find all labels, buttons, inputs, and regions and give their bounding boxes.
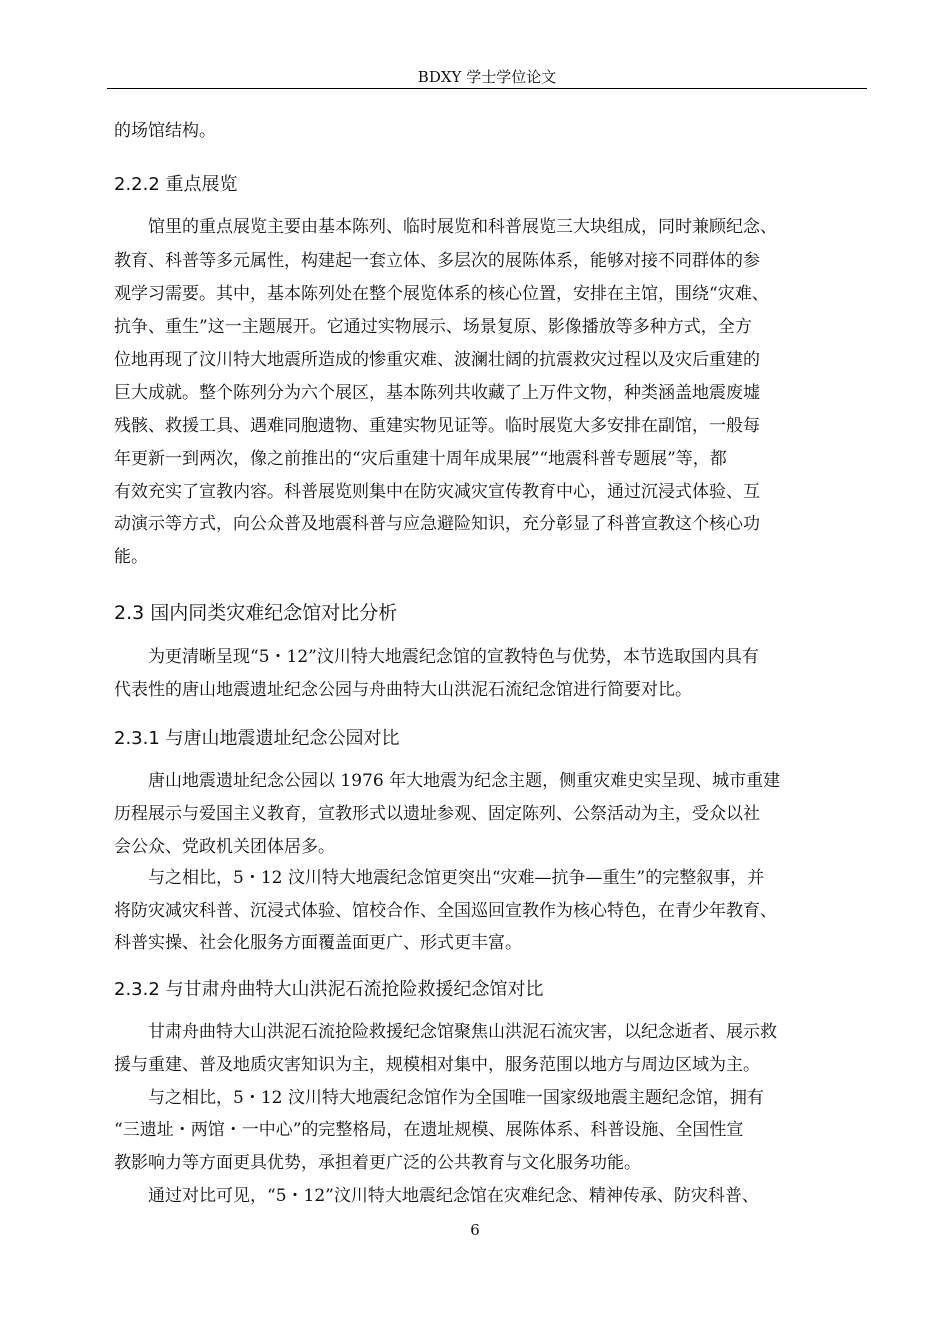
- paragraph-line: 位地再现了汶川特大地震所造成的惨重灾难、波澜壮阔的抗震救灾过程以及灾后重建的: [114, 350, 760, 370]
- paragraph-line: 的场馆结构。: [114, 121, 216, 141]
- paragraph-line: 教育、科普等多元属性，构建起一套立体、多层次的展陈体系，能够对接不同群体的参: [114, 251, 760, 271]
- paragraph-line: “三遗址・两馆・一中心”的完整格局，在遗址规模、展陈体系、科普设施、全国性宣: [114, 1120, 744, 1140]
- paragraph-line: 馆里的重点展览主要由基本陈列、临时展览和科普展览三大块组成，同时兼顾纪念、: [148, 217, 777, 237]
- paragraph-line: 能。: [114, 547, 148, 567]
- paragraph-line: 观学习需要。其中，基本陈列处在整个展览体系的核心位置，安排在主馆，围绕“灾难、: [114, 284, 769, 304]
- paragraph-line: 甘肃舟曲特大山洪泥石流抢险救援纪念馆聚焦山洪泥石流灾害，以纪念逝者、展示救: [148, 1022, 777, 1042]
- paragraph-line: 抗争、重生”这一主题展开。它通过实物展示、场景复原、影像播放等多种方式，全方: [114, 317, 752, 337]
- header-title: BDXY 学士学位论文: [417, 68, 557, 86]
- section-heading-2-3: 2.3 国内同类灾难纪念馆对比分析: [114, 602, 398, 624]
- paragraph-line: 动演示等方式，向公众普及地震科普与应急避险知识，充分彰显了科普宣教这个核心功: [114, 514, 760, 534]
- paragraph-line: 会公众、党政机关团体居多。: [114, 837, 335, 857]
- paragraph-line: 将防灾减灾科普、沉浸式体验、馆校合作、全国巡回宣教作为核心特色，在青少年教育、: [114, 901, 777, 921]
- paragraph-line: 与之相比，5・12 汶川特大地震纪念馆更突出“灾难—抗争—重生”的完整叙事，并: [148, 868, 765, 888]
- paragraph-line: 与之相比，5・12 汶川特大地震纪念馆作为全国唯一国家级地震主题纪念馆，拥有: [148, 1088, 764, 1108]
- section-heading-2-2-2: 2.2.2 重点展览: [114, 174, 238, 195]
- paragraph-line: 历程展示与爱国主义教育，宣教形式以遗址参观、固定陈列、公祭活动为主，受众以社: [114, 804, 760, 824]
- section-heading-2-3-2: 2.3.2 与甘肃舟曲特大山洪泥石流抢险救援纪念馆对比: [114, 979, 544, 1000]
- section-heading-2-3-1: 2.3.1 与唐山地震遗址纪念公园对比: [114, 728, 400, 749]
- paragraph-line: 有效充实了宣教内容。科普展览则集中在防灾减灾宣传教育中心，通过沉浸式体验、互: [114, 482, 760, 502]
- paragraph-line: 为更清晰呈现“5・12”汶川特大地震纪念馆的宣教特色与优势，本节选取国内具有: [148, 647, 759, 667]
- paragraph-line: 年更新一到两次，像之前推出的“灾后重建十周年成果展”“地震科普专题展”等，都: [114, 449, 727, 469]
- paragraph-line: 科普实操、社会化服务方面覆盖面更广、形式更丰富。: [114, 933, 522, 953]
- paragraph-line: 代表性的唐山地震遗址纪念公园与舟曲特大山洪泥石流纪念馆进行简要对比。: [114, 680, 692, 700]
- paragraph-line: 教影响力等方面更具优势，承担着更广泛的公共教育与文化服务功能。: [114, 1153, 641, 1173]
- page-number: 6: [470, 1221, 480, 1239]
- paragraph-line: 援与重建、普及地质灾害知识为主，规模相对集中，服务范围以地方与周边区域为主。: [114, 1055, 760, 1075]
- paragraph-line: 残骸、救援工具、遇难同胞遗物、重建实物见证等。临时展览大多安排在副馆，一般每: [114, 416, 760, 436]
- paragraph-line: 唐山地震遗址纪念公园以 1976 年大地震为纪念主题，侧重灾难史实呈现、城市重建: [148, 771, 781, 791]
- paragraph-line: 通过对比可见，“5・12”汶川特大地震纪念馆在灾难纪念、精神传承、防灾科普、: [148, 1186, 759, 1206]
- page-header: [107, 66, 867, 89]
- paragraph-line: 巨大成就。整个陈列分为六个展区，基本陈列共收藏了上万件文物，种类涵盖地震废墟: [114, 383, 760, 403]
